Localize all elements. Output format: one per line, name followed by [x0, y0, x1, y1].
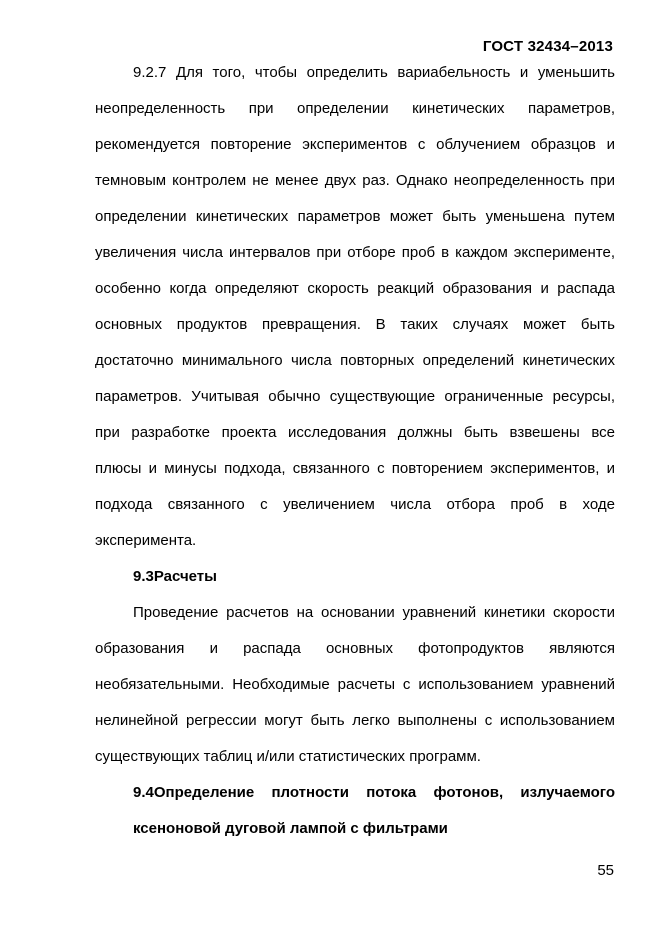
text-line: неопределенность при определении кинетических параметров, [95, 100, 615, 117]
text-line: существующих таблиц и/или статистических программ. [95, 748, 481, 765]
text-line: основных продуктов превращения. В таких случаях может быть [95, 316, 615, 333]
text-line: параметров. Учитывая обычно существующие ограниченные ресурсы, [95, 388, 615, 405]
heading-line: 9.3Расчеты [133, 568, 217, 585]
text-line: Проведение расчетов на основании уравнений кинетики скорости [133, 604, 615, 621]
text-line: 9.2.7 Для того, чтобы определить вариабельность и уменьшить [133, 64, 615, 81]
text-line: рекомендуется повторение экспериментов с облучением образцов и [95, 136, 615, 153]
paragraph-9-2-7 [95, 55, 615, 559]
section-heading-9-4 [95, 775, 615, 847]
page-body [95, 55, 615, 847]
text-line: достаточно минимального числа повторных определений кинетических [95, 352, 615, 369]
text-line: определении кинетических параметров может быть уменьшена путем [95, 208, 615, 225]
standard-header: ГОСТ 32434–2013 [482, 38, 613, 55]
page-number: 55 [597, 862, 614, 879]
paragraph-9-3 [95, 595, 615, 775]
text-line: нелинейной регрессии могут быть легко выполнены с использованием [95, 712, 615, 729]
text-line: необязательными. Необходимые расчеты с использованием уравнений [95, 676, 615, 693]
heading-line: ксеноновой дуговой лампой с фильтрами [133, 820, 448, 837]
text-line: темновым контролем не менее двух раз. Однако неопределенность при [95, 172, 615, 189]
text-line: плюсы и минусы подхода, связанного с повторением экспериментов, и [95, 460, 615, 477]
text-line: подхода связанного с увеличением числа отбора проб в ходе [95, 496, 615, 513]
text-line: образования и распада основных фотопродуктов являются [95, 640, 615, 657]
text-line: увеличения числа интервалов при отборе проб в каждом эксперименте, [95, 244, 615, 261]
text-line: эксперимента. [95, 532, 197, 549]
section-heading-9-3 [95, 559, 615, 595]
text-line: особенно когда определяют скорость реакций образования и распада [95, 280, 615, 297]
text-line: при разработке проекта исследования должны быть взвешены все [95, 424, 615, 441]
heading-line: 9.4Определение плотности потока фотонов, излучаемого [133, 784, 615, 801]
